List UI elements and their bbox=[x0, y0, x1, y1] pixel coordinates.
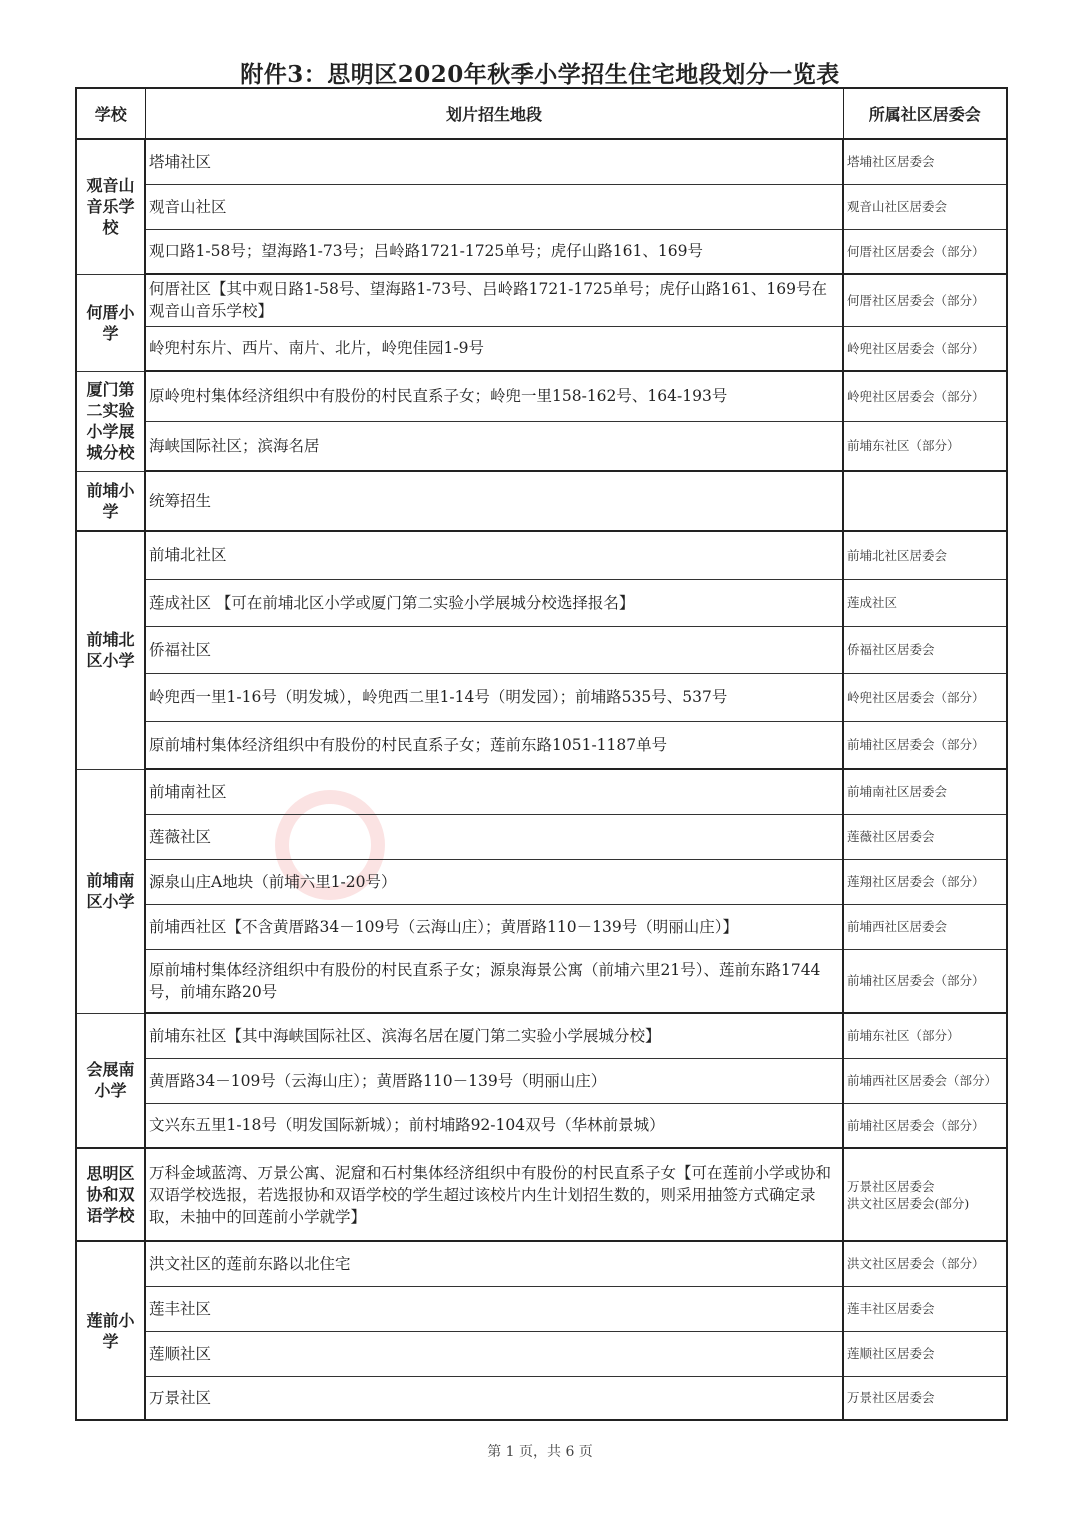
table-row bbox=[76, 1058, 1007, 1103]
community-cell: 前埔东社区（部分） bbox=[843, 1013, 1007, 1058]
community-cell: 何厝社区居委会（部分） bbox=[843, 229, 1007, 274]
area-cell: 前埔北社区 bbox=[145, 531, 843, 579]
table-row bbox=[76, 274, 1007, 326]
area-cell: 黄厝路34－109号（云海山庄）；黄厝路110－139号（明丽山庄） bbox=[145, 1058, 843, 1103]
community-cell: 前埔东社区（部分） bbox=[843, 421, 1007, 471]
table-row bbox=[76, 531, 1007, 579]
table-row bbox=[76, 673, 1007, 721]
community-cell: 前埔南社区居委会 bbox=[843, 769, 1007, 814]
header-area: 划片招生地段 bbox=[145, 88, 843, 139]
community-cell: 莲翔社区居委会（部分） bbox=[843, 859, 1007, 904]
community-cell: 观音山社区居委会 bbox=[843, 184, 1007, 229]
school-cell: 会展南小学 bbox=[76, 1013, 145, 1148]
area-cell: 海峡国际社区；滨海名居 bbox=[145, 421, 843, 471]
school-cell: 厦门第二实验小学展城分校 bbox=[76, 371, 145, 471]
area-cell: 岭兜西一里1-16号（明发城），岭兜西二里1-14号（明发园）；前埔路535号、537号 bbox=[145, 673, 843, 721]
table-row bbox=[76, 1376, 1007, 1420]
community-cell: 莲丰社区居委会 bbox=[843, 1286, 1007, 1331]
community-cell: 前埔西社区居委会（部分） bbox=[843, 1058, 1007, 1103]
community-cell: 莲薇社区居委会 bbox=[843, 814, 1007, 859]
community-cell: 莲成社区 bbox=[843, 579, 1007, 626]
area-cell: 源泉山庄A地块（前埔六里1-20号） bbox=[145, 859, 843, 904]
area-cell: 前埔南社区 bbox=[145, 769, 843, 814]
community-cell: 前埔社区居委会（部分） bbox=[843, 721, 1007, 769]
area-cell: 莲丰社区 bbox=[145, 1286, 843, 1331]
community-cell: 洪文社区居委会（部分） bbox=[843, 1241, 1007, 1286]
table-row bbox=[76, 371, 1007, 421]
area-cell: 侨福社区 bbox=[145, 626, 843, 673]
community-cell: 前埔社区居委会（部分） bbox=[843, 1103, 1007, 1148]
table-row bbox=[76, 1103, 1007, 1148]
area-cell: 塔埔社区 bbox=[145, 139, 843, 184]
table-row bbox=[76, 184, 1007, 229]
table-row bbox=[76, 1241, 1007, 1286]
community-cell: 塔埔社区居委会 bbox=[843, 139, 1007, 184]
district-table bbox=[75, 87, 1008, 1421]
table-row bbox=[76, 721, 1007, 769]
area-cell: 万科金域蓝湾、万景公寓、泥窟和石村集体经济组织中有股份的村民直系子女【可在莲前小学或协和双语学校选报，若选报协和双语学校的学生超过该校片内生计划招生数的，则采用抽签方式确定录取，未抽中的回莲前小学就学】 bbox=[145, 1148, 843, 1241]
table-header-row bbox=[76, 88, 1007, 139]
area-cell: 万景社区 bbox=[145, 1376, 843, 1420]
table-row bbox=[76, 1148, 1007, 1241]
area-cell: 原前埔村集体经济组织中有股份的村民直系子女；源泉海景公寓（前埔六里21号）、莲前东路1744号，前埔东路20号 bbox=[145, 949, 843, 1013]
table-row bbox=[76, 579, 1007, 626]
area-cell: 岭兜村东片、西片、南片、北片，岭兜佳园1-9号 bbox=[145, 326, 843, 371]
table-row bbox=[76, 814, 1007, 859]
area-cell: 文兴东五里1-18号（明发国际新城）；前村埔路92-104双号（华林前景城） bbox=[145, 1103, 843, 1148]
table-row bbox=[76, 471, 1007, 531]
area-cell: 莲薇社区 bbox=[145, 814, 843, 859]
community-cell: 莲顺社区居委会 bbox=[843, 1331, 1007, 1376]
header-school: 学校 bbox=[76, 88, 145, 139]
area-cell: 统筹招生 bbox=[145, 471, 843, 531]
table-row bbox=[76, 421, 1007, 471]
school-cell: 观音山音乐学校 bbox=[76, 139, 145, 274]
community-cell: 侨福社区居委会 bbox=[843, 626, 1007, 673]
table-row bbox=[76, 139, 1007, 184]
community-cell: 岭兜社区居委会（部分） bbox=[843, 673, 1007, 721]
school-cell: 前埔北区小学 bbox=[76, 531, 145, 769]
school-cell: 莲前小学 bbox=[76, 1241, 145, 1420]
area-cell: 观音山社区 bbox=[145, 184, 843, 229]
area-cell: 原前埔村集体经济组织中有股份的村民直系子女；莲前东路1051-1187单号 bbox=[145, 721, 843, 769]
area-cell: 前埔西社区【不含黄厝路34－109号（云海山庄）；黄厝路110－139号（明丽山庄）】 bbox=[145, 904, 843, 949]
community-cell: 万景社区居委会 bbox=[843, 1376, 1007, 1420]
community-cell: 万景社区居委会 洪文社区居委会(部分) bbox=[843, 1148, 1007, 1241]
community-cell: 前埔社区居委会（部分） bbox=[843, 949, 1007, 1013]
table-row bbox=[76, 949, 1007, 1013]
table-row bbox=[76, 1331, 1007, 1376]
school-cell: 思明区协和双语学校 bbox=[76, 1148, 145, 1241]
school-cell: 前埔南区小学 bbox=[76, 769, 145, 1013]
community-cell: 何厝社区居委会（部分） bbox=[843, 274, 1007, 326]
community-cell: 岭兜社区居委会（部分） bbox=[843, 326, 1007, 371]
area-cell: 原岭兜村集体经济组织中有股份的村民直系子女；岭兜一里158-162号、164-193号 bbox=[145, 371, 843, 421]
header-community: 所属社区居委会 bbox=[843, 88, 1007, 139]
school-cell: 何厝小学 bbox=[76, 274, 145, 371]
community-cell bbox=[843, 471, 1007, 531]
table-row bbox=[76, 626, 1007, 673]
community-cell: 岭兜社区居委会（部分） bbox=[843, 371, 1007, 421]
page-title: 附件3：思明区2020年秋季小学招生住宅地段划分一览表 bbox=[240, 61, 840, 88]
area-cell: 何厝社区【其中观日路1-58号、望海路1-73号、吕岭路1721-1725单号；虎仔山路161、169号在观音山音乐学校】 bbox=[145, 274, 843, 326]
area-cell: 莲成社区 【可在前埔北区小学或厦门第二实验小学展城分校选择报名】 bbox=[145, 579, 843, 626]
area-cell: 洪文社区的莲前东路以北住宅 bbox=[145, 1241, 843, 1286]
table-row bbox=[76, 229, 1007, 274]
community-cell: 前埔北社区居委会 bbox=[843, 531, 1007, 579]
table-row bbox=[76, 904, 1007, 949]
table-row bbox=[76, 1013, 1007, 1058]
community-cell: 前埔西社区居委会 bbox=[843, 904, 1007, 949]
area-cell: 观口路1-58号；望海路1-73号；吕岭路1721-1725单号；虎仔山路161、169号 bbox=[145, 229, 843, 274]
page-number: 第 1 页，共 6 页 bbox=[487, 1444, 593, 1460]
table-row bbox=[76, 769, 1007, 814]
area-cell: 莲顺社区 bbox=[145, 1331, 843, 1376]
school-cell: 前埔小学 bbox=[76, 471, 145, 531]
table-row bbox=[76, 1286, 1007, 1331]
table-row bbox=[76, 326, 1007, 371]
area-cell: 前埔东社区【其中海峡国际社区、滨海名居在厦门第二实验小学展城分校】 bbox=[145, 1013, 843, 1058]
table-row bbox=[76, 859, 1007, 904]
